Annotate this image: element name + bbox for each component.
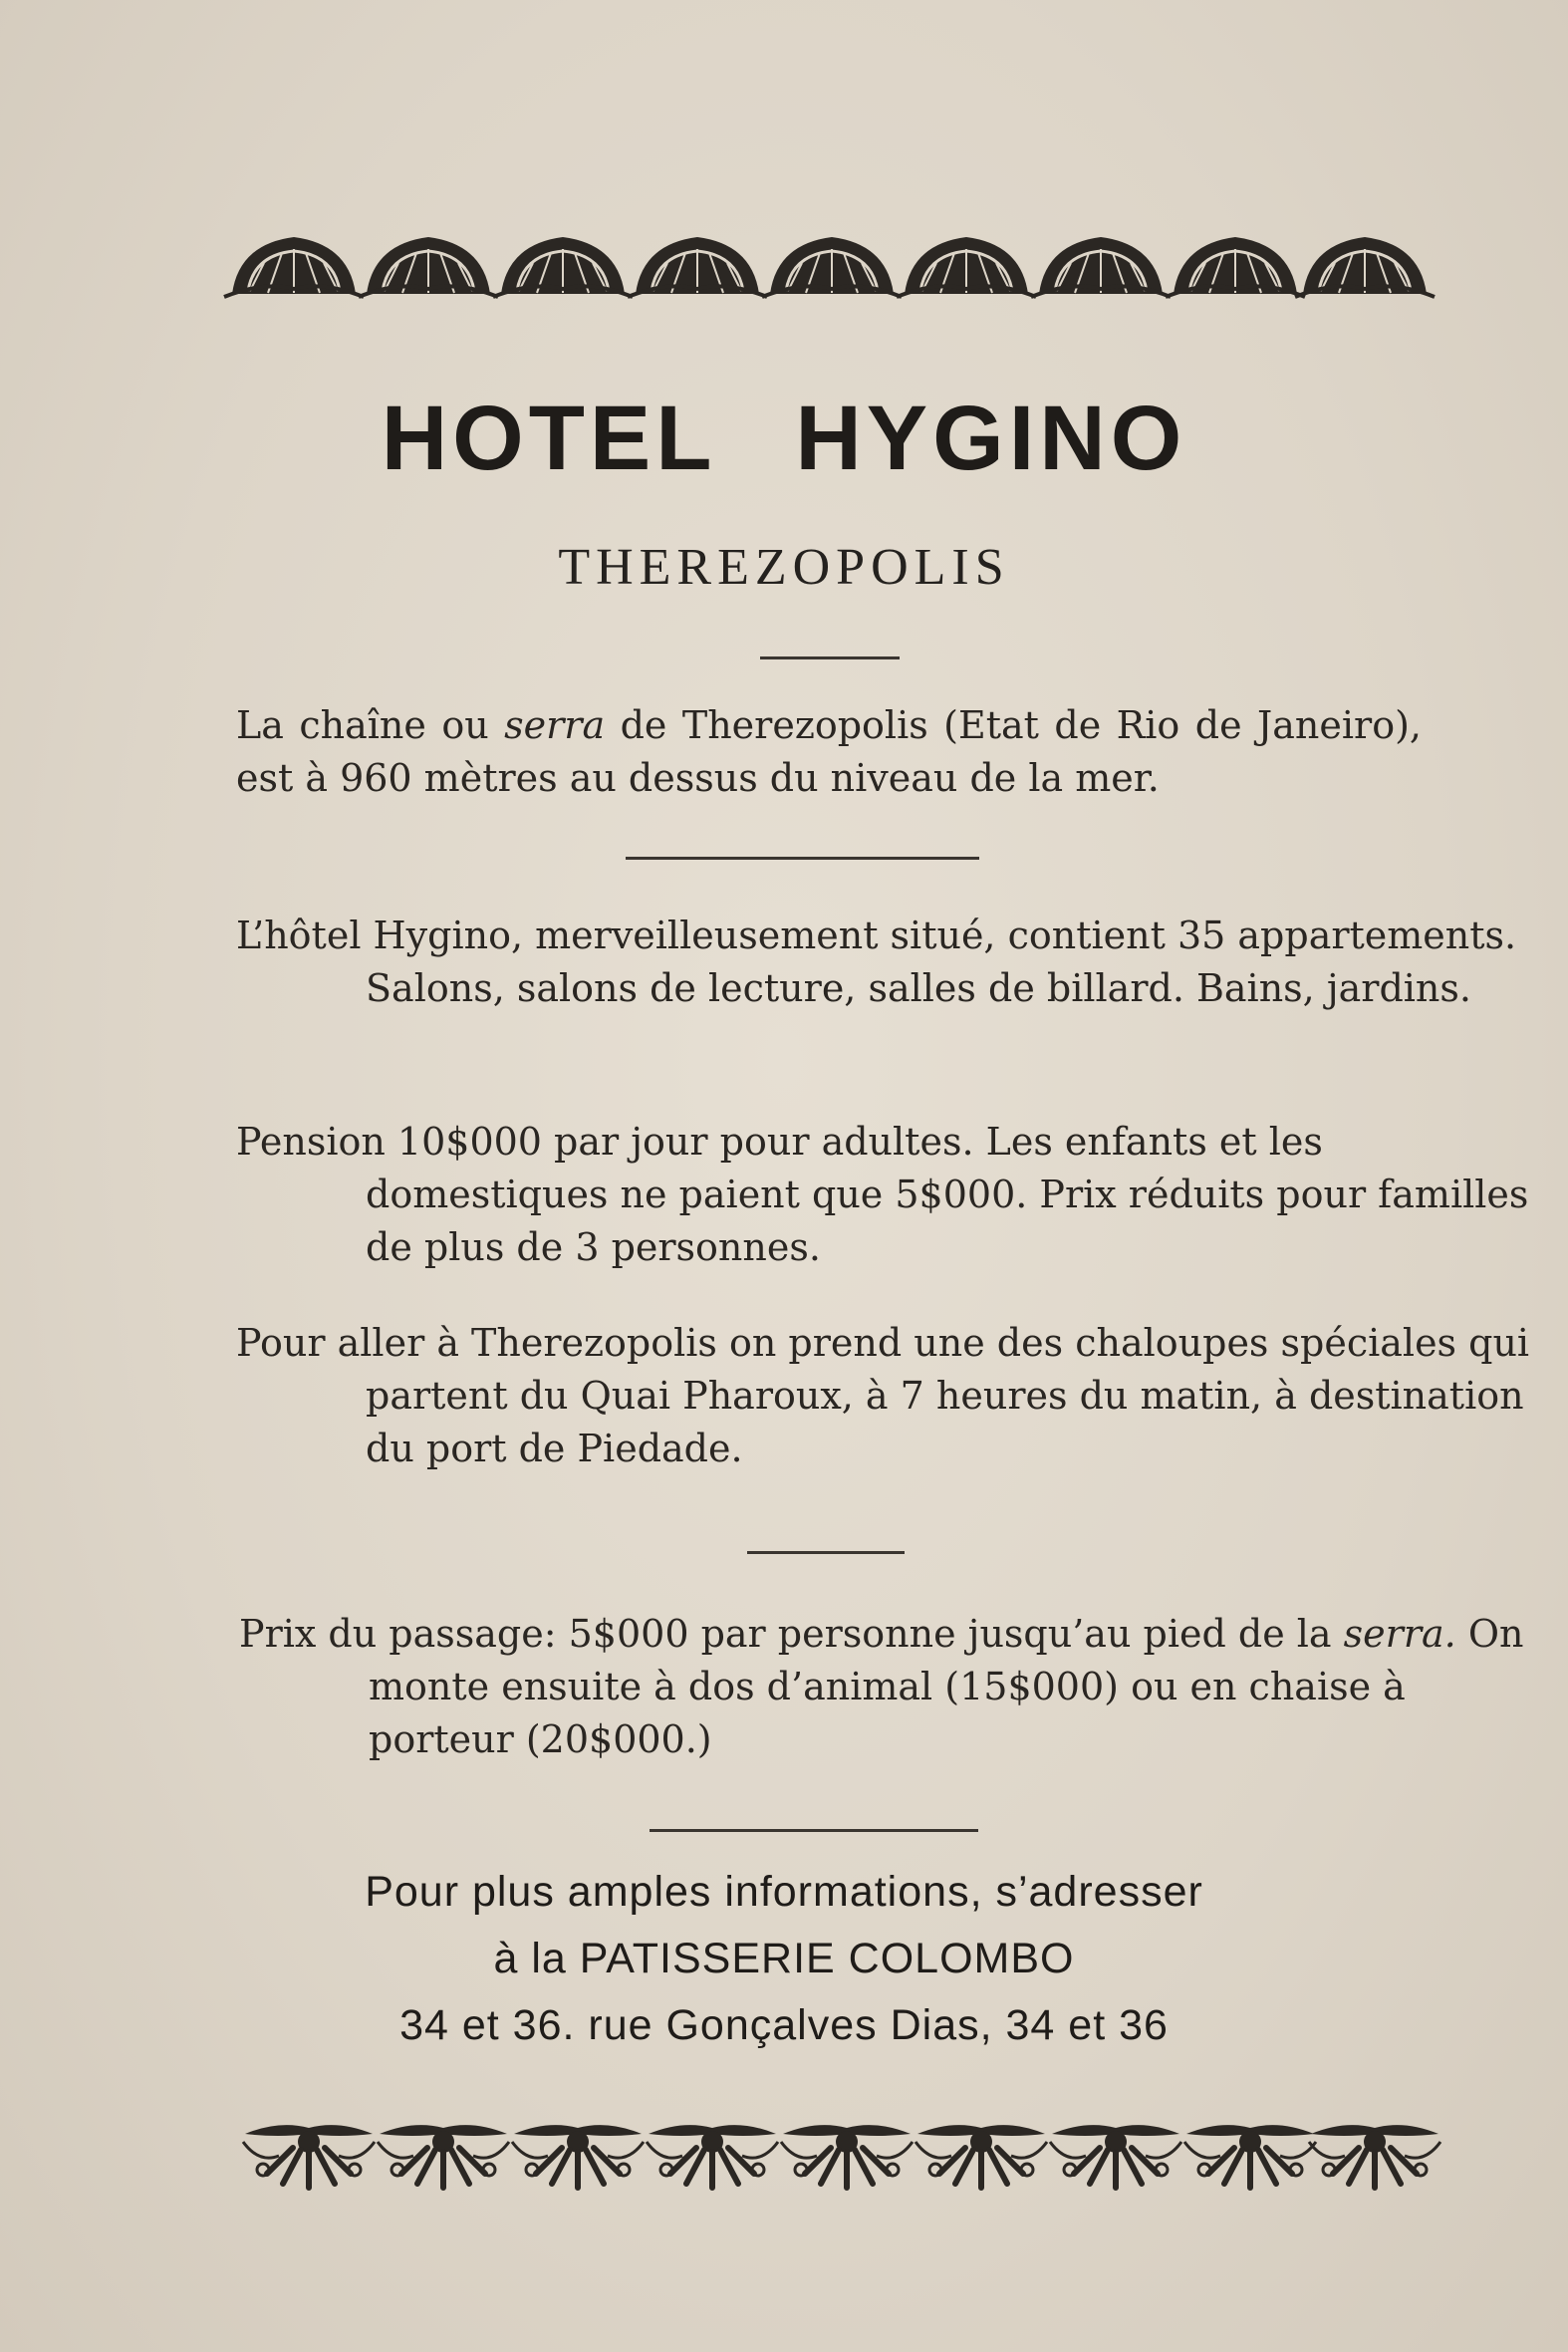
- divider-3: [747, 1551, 905, 1554]
- top-ornament-border: [0, 219, 1568, 309]
- flower-ornament-icon: [0, 219, 1568, 309]
- contact-block: [0, 1859, 1568, 2059]
- divider-2: [626, 857, 979, 860]
- divider-4: [650, 1829, 978, 1832]
- passage-paragraph: Prix du passage: 5$000 par personne jusqu’au pied de la serra. On monte ensuite à dos d’animal (15$000) ou en chaise à porteur (20$000.): [239, 1612, 1524, 1761]
- contact-line-3: 34 et 36. rue Gonçalves Dias, 34 et 36: [399, 2001, 1169, 2049]
- travel-paragraph: Pour aller à Therezopolis on prend une des chaloupes spéciales qui partent du Quai Pharoux, à 7 heures du matin, à destination du port de Piedade.: [236, 1321, 1530, 1470]
- contact-line-1: Pour plus amples informations, s’adresser: [365, 1868, 1203, 1916]
- intro-paragraph: La chaîne ou serra de Therezopolis (Etat de Rio de Janeiro), est à 960 mètres au dessus du niveau de la mer.: [236, 703, 1422, 800]
- flower-ornament-icon: [0, 2112, 1568, 2202]
- page-title: HOTEL HYGINO: [381, 388, 1187, 489]
- hotel-paragraph: L’hôtel Hygino, merveilleusement situé, contient 35 appartements. Salons, salons de lecture, salles de billard. Bains, jardins.: [236, 914, 1517, 1010]
- pension-paragraph: Pension 10$000 par jour pour adultes. Les enfants et les domestiques ne paient que 5$000. Prix réduits pour familles de plus de 3 personnes.: [236, 1120, 1529, 1269]
- bottom-ornament-border: [0, 2112, 1568, 2202]
- page-subtitle: THEREZOPOLIS: [558, 539, 1010, 596]
- contact-line-2: à la PATISSERIE COLOMBO: [493, 1935, 1075, 1982]
- divider-1: [760, 656, 900, 659]
